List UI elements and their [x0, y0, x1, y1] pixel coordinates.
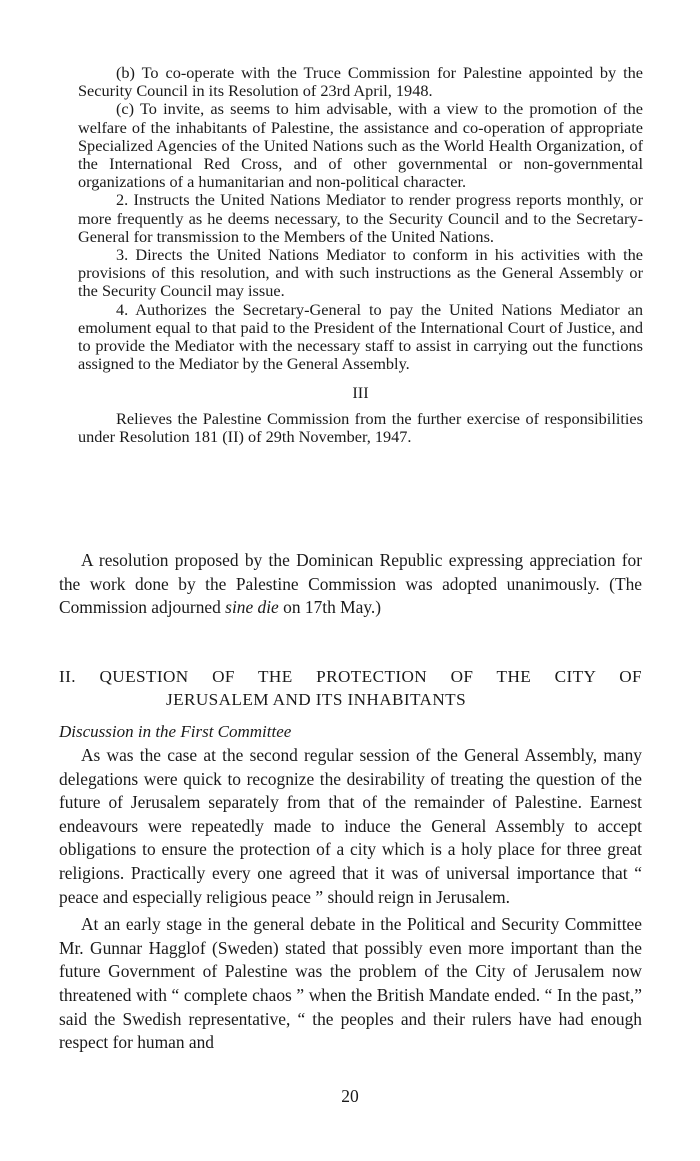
dominican-text-before: A resolution proposed by the Dominican Republic expressing appreciation for the work done by the Palestine Commission was adopted unanimously. (The Commission adjourned	[59, 550, 642, 618]
body-text	[59, 744, 642, 1055]
body-paragraph-1: As was the case at the second regular session of the General Assembly, many delegations were quick to recognize the desirability of treating the question of the future of Jerusalem separately from that of the remainder of Palestine. Earnest endeavours were repeatedly made to induce the General Assembly to accept obligations to ensure the protection of a city which is a holy place for three great religions. Practically every one agreed that it was of universal importance that “ peace and especially religious peace ” should reign in Jerusalem.	[59, 745, 642, 907]
page-number: 20	[341, 1086, 359, 1106]
dominican-resolution-paragraph	[59, 549, 642, 620]
clause-b: (b) To co-operate with the Truce Commission for Palestine appointed by the Security Council in its Resolution of 23rd April, 1948.	[78, 63, 643, 101]
dominican-text-after: on 17th May.)	[278, 597, 382, 618]
subheading: Discussion in the First Committee	[59, 722, 292, 741]
section-heading	[59, 666, 642, 711]
dominican-text-italic: sine die	[225, 597, 279, 618]
part-numeral: III	[352, 383, 369, 403]
body-paragraph-2: At an early stage in the general debate in the Political and Security Committee Mr. Gunnar Hagglof (Sweden) stated that possibly even more important than the future Government of Palestine was the problem of the City of Jerusalem now threatened with “ complete chaos ” when the British Mandate ended. “ In the past,” said the Swedish representative, “ the peoples and their rulers have had enough respect for human and	[59, 914, 642, 1053]
clause-4: 4. Authorizes the Secretary-General to pay the United Nations Mediator an emolument equal to that paid to the President of the International Court of Justice, and to provide the Mediator with the necessary staff to assist in carrying out the functions assigned to the Mediator by the General Assembly.	[78, 299, 643, 374]
clause-c: (c) To invite, as seems to him advisable, with a view to the promotion of the welfare of the inhabitants of Palestine, the assistance and co-operation of appropriate Specialized Agencies of the United Nations such as the World Health Organization, of the International Red Cross, and of other governmental or non-governmental organizations of a humanitarian and non-political character.	[78, 99, 643, 192]
section-heading-line2: JERUSALEM AND ITS INHABITANTS	[166, 689, 467, 709]
part-3-text: Relieves the Palestine Commission from the further exercise of responsibilities under Resolution 181 (II) of 29th November, 1947.	[78, 408, 643, 446]
resolution-clauses	[78, 64, 643, 446]
dominican-text	[59, 549, 642, 620]
subheading-block	[59, 722, 642, 742]
section-heading-line1: II. QUESTION OF THE PROTECTION OF THE CITY OF	[59, 667, 642, 686]
clause-3: 3. Directs the United Nations Mediator to conform in his activities with the provisions of this resolution, and with such instructions as the General Assembly or the Security Council may issue.	[78, 245, 643, 301]
clause-2: 2. Instructs the United Nations Mediator to render progress reports monthly, or more frequently as he deems necessary, to the Security Council and to the Secretary-General for transmission to the Members of the United Nations.	[78, 190, 643, 246]
